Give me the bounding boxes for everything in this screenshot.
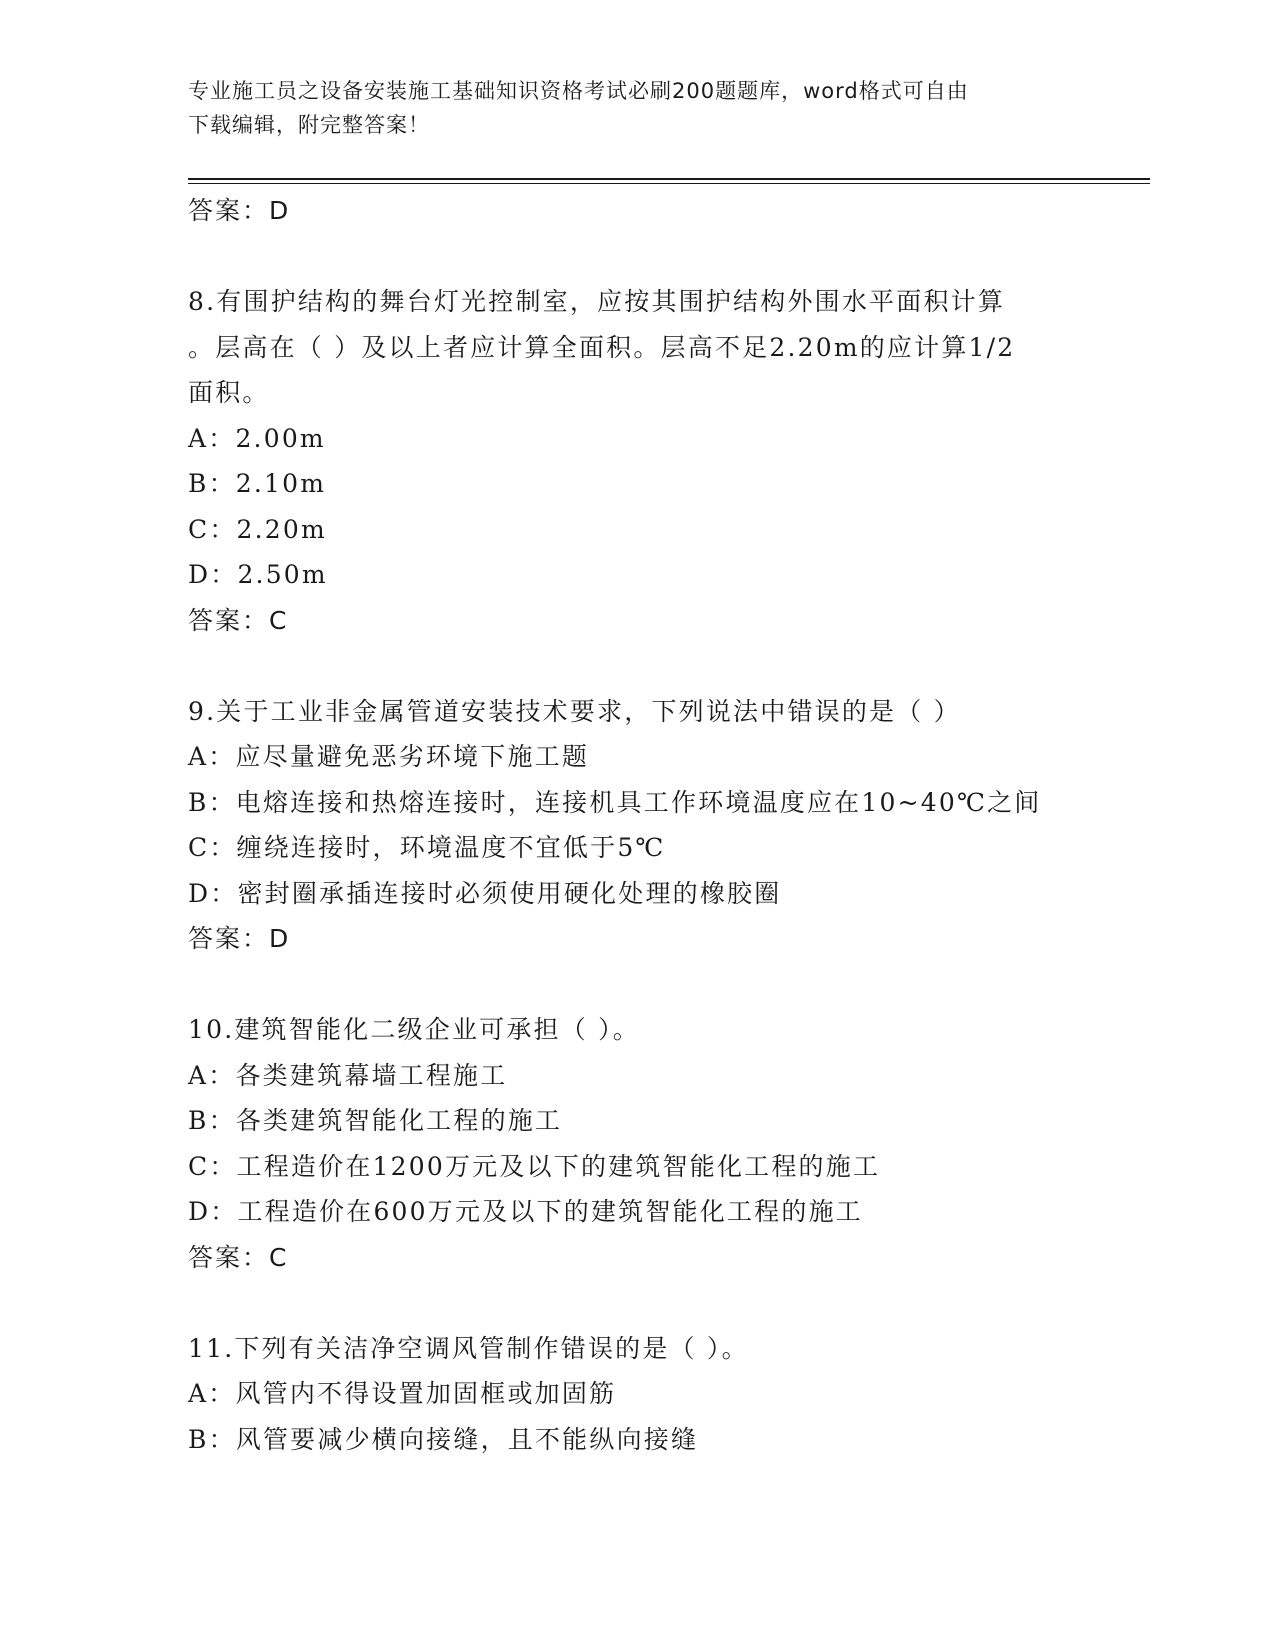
question-9-option-b: B：电熔连接和热熔连接时，连接机具工作环境温度应在10~40℃之间 xyxy=(188,787,1042,817)
answer-q7: 答案：D xyxy=(188,196,291,225)
question-11-option-b: B：风管要减少横向接缝，且不能纵向接缝 xyxy=(188,1424,699,1454)
question-9-option-c: C：缠绕连接时，环境温度不宜低于5℃ xyxy=(188,833,666,862)
question-9-stem: 9.关于工业非金属管道安装技术要求，下列说法中错误的是（ ） xyxy=(188,696,961,726)
question-9-option-d: D：密封圈承插连接时必须使用硬化处理的橡胶圈 xyxy=(188,878,782,908)
spacer xyxy=(188,643,1088,689)
question-10-option-a: A：各类建筑幕墙工程施工 xyxy=(188,1060,508,1090)
header-divider-thick xyxy=(188,178,1150,180)
document-header xyxy=(188,74,1088,142)
question-8-stem-line-3: 面积。 xyxy=(188,378,270,407)
header-divider-thin xyxy=(188,183,1150,184)
question-10-option-c: C：工程造价在1200万元及以下的建筑智能化工程的施工 xyxy=(188,1151,881,1181)
question-10-option-d: D：工程造价在600万元及以下的建筑智能化工程的施工 xyxy=(188,1197,863,1226)
document-body xyxy=(188,188,1088,1462)
question-11-stem: 11.下列有关洁净空调风管制作错误的是（ ）。 xyxy=(188,1333,749,1363)
question-8-stem-line-2: 。层高在（ ）及以上者应计算全面积。层高不足2.20m的应计算1/2 xyxy=(188,332,1016,362)
question-11 xyxy=(188,1326,1088,1463)
question-9 xyxy=(188,689,1088,962)
answer-q10: 答案：C xyxy=(188,1242,289,1272)
question-8 xyxy=(188,279,1088,643)
question-10 xyxy=(188,1007,1088,1280)
spacer xyxy=(188,1280,1088,1326)
answer-q9: 答案：D xyxy=(188,924,291,953)
header-line-1: 专业施工员之设备安装施工基础知识资格考试必刷200题题库，word格式可自由 xyxy=(188,79,969,103)
spacer xyxy=(188,962,1088,1008)
question-8-stem-line-1: 8.有围护结构的舞台灯光控制室，应按其围护结构外围水平面积计算 xyxy=(188,287,1006,316)
spacer xyxy=(188,234,1088,280)
question-10-stem: 10.建筑智能化二级企业可承担（ ）。 xyxy=(188,1015,641,1044)
question-10-option-b: B：各类建筑智能化工程的施工 xyxy=(188,1106,563,1135)
question-8-option-d: D：2.50m xyxy=(188,560,328,589)
question-11-option-a: A：风管内不得设置加固框或加固筋 xyxy=(188,1379,617,1408)
question-8-option-b: B：2.10m xyxy=(188,469,327,498)
question-8-option-a: A：2.00m xyxy=(188,423,326,453)
question-8-option-c: C：2.20m xyxy=(188,514,327,544)
question-9-option-a: A：应尽量避免恶劣环境下施工题 xyxy=(188,742,590,771)
answer-q8: 答案：C xyxy=(188,605,289,635)
header-line-2: 下载编辑，附完整答案！ xyxy=(188,113,430,137)
